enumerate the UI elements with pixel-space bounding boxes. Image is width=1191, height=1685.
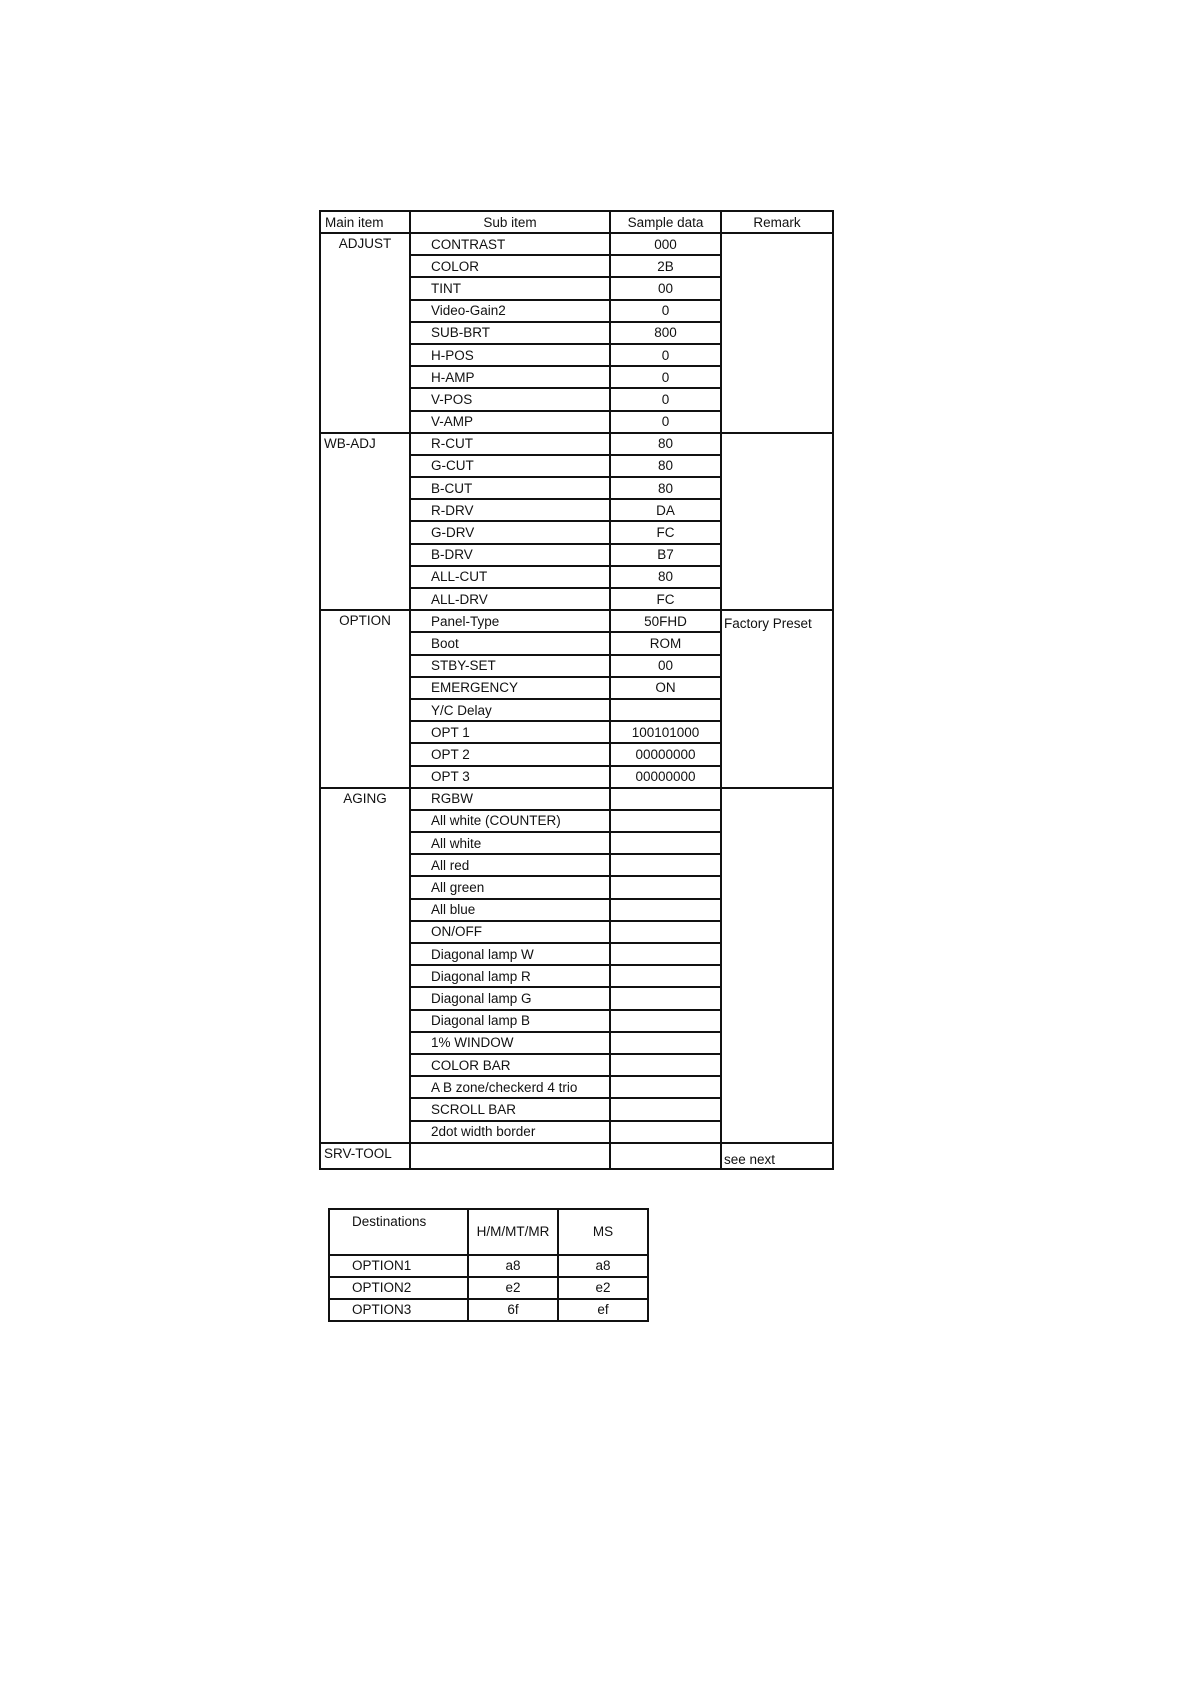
sample-data-cell: 00000000 bbox=[610, 766, 721, 788]
sample-data-cell: FC bbox=[610, 521, 721, 543]
sample-data-cell bbox=[610, 1032, 721, 1054]
sample-data-cell: 0 bbox=[610, 344, 721, 366]
sub-item-cell: Boot bbox=[410, 632, 610, 654]
sample-data-cell: 2B bbox=[610, 255, 721, 277]
main-item-cell: ADJUST bbox=[320, 233, 410, 433]
sub-item-cell: R-DRV bbox=[410, 499, 610, 521]
remark-cell bbox=[721, 788, 833, 1143]
sample-data-cell: 0 bbox=[610, 411, 721, 433]
main-item-cell: AGING bbox=[320, 788, 410, 1143]
sub-item-cell: RGBW bbox=[410, 788, 610, 810]
header-sub-item: Sub item bbox=[410, 211, 610, 233]
destinations-body bbox=[329, 1209, 648, 1321]
sample-data-cell: 100101000 bbox=[610, 721, 721, 743]
sample-data-cell: 80 bbox=[610, 477, 721, 499]
sub-item-cell: CONTRAST bbox=[410, 233, 610, 255]
sub-item-cell: Video-Gain2 bbox=[410, 300, 610, 322]
sample-data-cell: 800 bbox=[610, 322, 721, 344]
sub-item-cell: G-CUT bbox=[410, 455, 610, 477]
sample-data-cell bbox=[610, 788, 721, 810]
remark-cell bbox=[721, 233, 833, 433]
sample-data-cell: 80 bbox=[610, 566, 721, 588]
table-row bbox=[320, 233, 833, 255]
remark-cell: see next bbox=[721, 1143, 833, 1169]
sample-data-cell bbox=[610, 1098, 721, 1120]
sub-item-cell: ON/OFF bbox=[410, 921, 610, 943]
destinations-cell: a8 bbox=[468, 1255, 558, 1277]
sub-item-cell: EMERGENCY bbox=[410, 677, 610, 699]
sample-data-cell: 00000000 bbox=[610, 743, 721, 765]
destinations-cell: OPTION2 bbox=[329, 1277, 468, 1299]
destinations-cell: OPTION1 bbox=[329, 1255, 468, 1277]
sub-item-cell: TINT bbox=[410, 277, 610, 299]
sample-data-cell: 000 bbox=[610, 233, 721, 255]
table-row bbox=[320, 610, 833, 632]
sub-item-cell: 2dot width border bbox=[410, 1121, 610, 1143]
sub-item-cell: Panel-Type bbox=[410, 610, 610, 632]
sample-data-cell: 50FHD bbox=[610, 610, 721, 632]
sub-item-cell: 1% WINDOW bbox=[410, 1032, 610, 1054]
destinations-header-cell: MS bbox=[558, 1209, 648, 1255]
sample-data-cell bbox=[610, 854, 721, 876]
sub-item-cell: OPT 3 bbox=[410, 766, 610, 788]
service-menu-body bbox=[320, 233, 833, 1169]
sub-item-cell: COLOR bbox=[410, 255, 610, 277]
sub-item-cell: SCROLL BAR bbox=[410, 1098, 610, 1120]
header-remark: Remark bbox=[721, 211, 833, 233]
sub-item-cell bbox=[410, 1143, 610, 1169]
destinations-row bbox=[329, 1277, 648, 1299]
sub-item-cell: R-CUT bbox=[410, 433, 610, 455]
sub-item-cell: All white (COUNTER) bbox=[410, 810, 610, 832]
sample-data-cell bbox=[610, 987, 721, 1009]
main-item-cell: WB-ADJ bbox=[320, 433, 410, 611]
sub-item-cell: SUB-BRT bbox=[410, 322, 610, 344]
sub-item-cell: A B zone/checkerd 4 trio bbox=[410, 1076, 610, 1098]
sample-data-cell: DA bbox=[610, 499, 721, 521]
header-main-item: Main item bbox=[320, 211, 410, 233]
sample-data-cell: B7 bbox=[610, 544, 721, 566]
sample-data-cell bbox=[610, 699, 721, 721]
sub-item-cell: Diagonal lamp B bbox=[410, 1010, 610, 1032]
destinations-cell: e2 bbox=[468, 1277, 558, 1299]
destinations-header-row bbox=[329, 1209, 648, 1255]
sample-data-cell: 80 bbox=[610, 433, 721, 455]
sample-data-cell bbox=[610, 921, 721, 943]
table-row bbox=[320, 1143, 833, 1169]
sample-data-cell: 00 bbox=[610, 277, 721, 299]
sample-data-cell: 80 bbox=[610, 455, 721, 477]
sample-data-cell bbox=[610, 899, 721, 921]
sub-item-cell: B-CUT bbox=[410, 477, 610, 499]
service-menu-table bbox=[319, 210, 834, 1170]
sub-item-cell: All blue bbox=[410, 899, 610, 921]
sub-item-cell: V-POS bbox=[410, 388, 610, 410]
sub-item-cell: Diagonal lamp G bbox=[410, 987, 610, 1009]
sample-data-cell bbox=[610, 810, 721, 832]
sample-data-cell bbox=[610, 965, 721, 987]
header-row bbox=[320, 211, 833, 233]
destinations-row bbox=[329, 1299, 648, 1321]
sample-data-cell bbox=[610, 832, 721, 854]
destinations-header-cell: Destinations bbox=[329, 1209, 468, 1255]
sub-item-cell: H-POS bbox=[410, 344, 610, 366]
sub-item-cell: COLOR BAR bbox=[410, 1054, 610, 1076]
sample-data-cell bbox=[610, 1010, 721, 1032]
sample-data-cell: ON bbox=[610, 677, 721, 699]
sub-item-cell: STBY-SET bbox=[410, 655, 610, 677]
sub-item-cell: OPT 1 bbox=[410, 721, 610, 743]
sample-data-cell: FC bbox=[610, 588, 721, 610]
sample-data-cell: 0 bbox=[610, 366, 721, 388]
destinations-row bbox=[329, 1255, 648, 1277]
sub-item-cell: All red bbox=[410, 854, 610, 876]
sample-data-cell: ROM bbox=[610, 632, 721, 654]
table-row bbox=[320, 788, 833, 810]
sub-item-cell: All white bbox=[410, 832, 610, 854]
table-row bbox=[320, 433, 833, 455]
sub-item-cell: All green bbox=[410, 876, 610, 898]
destinations-cell: e2 bbox=[558, 1277, 648, 1299]
main-item-cell: SRV-TOOL bbox=[320, 1143, 410, 1169]
sample-data-cell bbox=[610, 876, 721, 898]
sub-item-cell: OPT 2 bbox=[410, 743, 610, 765]
sub-item-cell: ALL-CUT bbox=[410, 566, 610, 588]
sample-data-cell bbox=[610, 1054, 721, 1076]
sub-item-cell: Y/C Delay bbox=[410, 699, 610, 721]
sample-data-cell bbox=[610, 1121, 721, 1143]
sub-item-cell: G-DRV bbox=[410, 521, 610, 543]
sub-item-cell: Diagonal lamp W bbox=[410, 943, 610, 965]
sub-item-cell: ALL-DRV bbox=[410, 588, 610, 610]
sample-data-cell bbox=[610, 1076, 721, 1098]
sample-data-cell: 00 bbox=[610, 655, 721, 677]
destinations-table bbox=[328, 1208, 649, 1322]
remark-cell: Factory Preset bbox=[721, 610, 833, 788]
sample-data-cell: 0 bbox=[610, 388, 721, 410]
sub-item-cell: H-AMP bbox=[410, 366, 610, 388]
main-item-cell: OPTION bbox=[320, 610, 410, 788]
sample-data-cell: 0 bbox=[610, 300, 721, 322]
sample-data-cell bbox=[610, 1143, 721, 1169]
destinations-header-cell: H/M/MT/MR bbox=[468, 1209, 558, 1255]
header-sample-data: Sample data bbox=[610, 211, 721, 233]
sample-data-cell bbox=[610, 943, 721, 965]
destinations-cell: a8 bbox=[558, 1255, 648, 1277]
sub-item-cell: V-AMP bbox=[410, 411, 610, 433]
destinations-cell: OPTION3 bbox=[329, 1299, 468, 1321]
sub-item-cell: B-DRV bbox=[410, 544, 610, 566]
destinations-cell: ef bbox=[558, 1299, 648, 1321]
sub-item-cell: Diagonal lamp R bbox=[410, 965, 610, 987]
destinations-cell: 6f bbox=[468, 1299, 558, 1321]
remark-cell bbox=[721, 433, 833, 611]
